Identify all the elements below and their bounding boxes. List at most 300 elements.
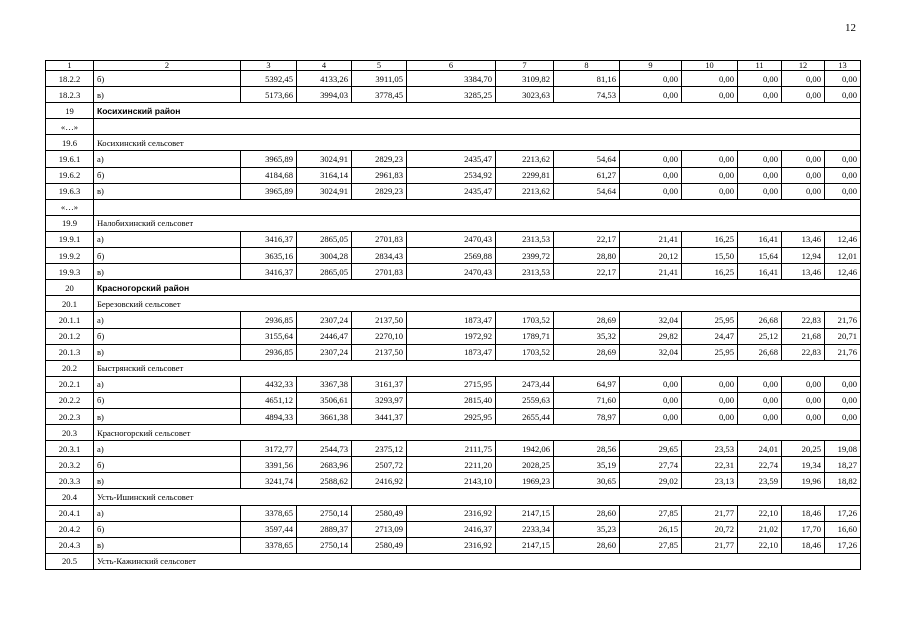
value-cell: 0,00	[825, 392, 861, 408]
value-cell: 28,60	[554, 537, 620, 553]
value-cell: 54,64	[554, 183, 620, 199]
row-code-cell: 19.9.3	[46, 264, 94, 280]
row-code-cell: 20.3.1	[46, 441, 94, 457]
value-cell: 16,25	[682, 264, 738, 280]
value-cell: 32,04	[620, 344, 682, 360]
row-code-cell: 20.2.1	[46, 376, 94, 392]
row-code-cell: 20.2.2	[46, 392, 94, 408]
value-cell: 0,00	[825, 408, 861, 424]
value-cell: 22,31	[682, 457, 738, 473]
value-cell: 21,68	[782, 328, 825, 344]
value-cell: 0,00	[782, 392, 825, 408]
value-cell: 2829,23	[352, 183, 407, 199]
value-cell: 30,65	[554, 473, 620, 489]
row-code-cell: 20.4.1	[46, 505, 94, 521]
value-cell: 3367,38	[297, 376, 352, 392]
table-row	[46, 376, 861, 392]
row-subitem-cell: в)	[94, 473, 241, 489]
table-row	[46, 87, 861, 103]
settlement-name-cell: Березовский сельсовет	[94, 296, 861, 312]
value-cell: 3172,77	[241, 441, 297, 457]
table-row	[46, 441, 861, 457]
value-cell: 2559,63	[496, 392, 554, 408]
value-cell: 2416,37	[407, 521, 496, 537]
value-cell: 3004,28	[297, 248, 352, 264]
value-cell: 2137,50	[352, 344, 407, 360]
value-cell: 0,00	[738, 167, 782, 183]
value-cell: 3778,45	[352, 87, 407, 103]
value-cell: 0,00	[620, 151, 682, 167]
value-cell: 0,00	[738, 87, 782, 103]
value-cell: 61,27	[554, 167, 620, 183]
value-cell: 0,00	[738, 408, 782, 424]
value-cell: 74,53	[554, 87, 620, 103]
value-cell: 22,74	[738, 457, 782, 473]
table-row	[46, 537, 861, 553]
value-cell: 0,00	[738, 183, 782, 199]
value-cell: 1789,71	[496, 328, 554, 344]
value-cell: 2147,15	[496, 537, 554, 553]
settlement-row	[46, 425, 861, 441]
omission-cell: «…»	[46, 199, 94, 215]
value-cell: 3416,37	[241, 231, 297, 247]
value-cell: 0,00	[825, 151, 861, 167]
value-cell: 2435,47	[407, 151, 496, 167]
value-cell: 3293,97	[352, 392, 407, 408]
value-cell: 0,00	[782, 408, 825, 424]
row-subitem-cell: б)	[94, 248, 241, 264]
value-cell: 3378,65	[241, 537, 297, 553]
column-number-cell: 12	[782, 61, 825, 71]
value-cell: 2213,62	[496, 151, 554, 167]
value-cell: 1703,52	[496, 312, 554, 328]
district-row	[46, 280, 861, 296]
value-cell: 3994,03	[297, 87, 352, 103]
value-cell: 0,00	[620, 71, 682, 87]
column-number-cell: 9	[620, 61, 682, 71]
value-cell: 3391,56	[241, 457, 297, 473]
value-cell: 26,15	[620, 521, 682, 537]
value-cell: 2299,81	[496, 167, 554, 183]
value-cell: 2865,05	[297, 264, 352, 280]
row-code-cell: 20.4.2	[46, 521, 94, 537]
value-cell: 19,34	[782, 457, 825, 473]
value-cell: 4651,12	[241, 392, 297, 408]
value-cell: 2655,44	[496, 408, 554, 424]
value-cell: 26,68	[738, 344, 782, 360]
value-cell: 29,02	[620, 473, 682, 489]
value-cell: 21,76	[825, 344, 861, 360]
value-cell: 0,00	[682, 151, 738, 167]
value-cell: 12,01	[825, 248, 861, 264]
value-cell: 2137,50	[352, 312, 407, 328]
value-cell: 2569,88	[407, 248, 496, 264]
value-cell: 21,77	[682, 505, 738, 521]
value-cell: 19,08	[825, 441, 861, 457]
column-number-cell: 7	[496, 61, 554, 71]
value-cell: 21,02	[738, 521, 782, 537]
row-subitem-cell: в)	[94, 183, 241, 199]
value-cell: 19,96	[782, 473, 825, 489]
value-cell: 12,46	[825, 264, 861, 280]
value-cell: 28,69	[554, 344, 620, 360]
value-cell: 0,00	[682, 376, 738, 392]
column-number-cell: 5	[352, 61, 407, 71]
value-cell: 2316,92	[407, 537, 496, 553]
value-cell: 2470,43	[407, 231, 496, 247]
table-row	[46, 473, 861, 489]
value-cell: 22,83	[782, 344, 825, 360]
table-row	[46, 328, 861, 344]
value-cell: 3911,05	[352, 71, 407, 87]
value-cell: 0,00	[620, 392, 682, 408]
empty-cell	[94, 199, 861, 215]
value-cell: 15,50	[682, 248, 738, 264]
table-row	[46, 392, 861, 408]
row-subitem-cell: в)	[94, 408, 241, 424]
row-subitem-cell: б)	[94, 457, 241, 473]
row-code-cell: 20.5	[46, 553, 94, 569]
row-subitem-cell: а)	[94, 376, 241, 392]
value-cell: 1873,47	[407, 344, 496, 360]
value-cell: 25,95	[682, 344, 738, 360]
value-cell: 15,64	[738, 248, 782, 264]
value-cell: 0,00	[620, 408, 682, 424]
column-number-cell: 10	[682, 61, 738, 71]
value-cell: 0,00	[782, 71, 825, 87]
row-code-cell: 19	[46, 103, 94, 119]
value-cell: 4894,33	[241, 408, 297, 424]
table-row	[46, 71, 861, 87]
value-cell: 18,82	[825, 473, 861, 489]
value-cell: 3965,89	[241, 151, 297, 167]
value-cell: 0,00	[620, 167, 682, 183]
table-row	[46, 151, 861, 167]
value-cell: 16,41	[738, 264, 782, 280]
column-number-cell: 3	[241, 61, 297, 71]
row-code-cell: 20.1.2	[46, 328, 94, 344]
value-cell: 2307,24	[297, 312, 352, 328]
value-cell: 17,26	[825, 537, 861, 553]
value-cell: 28,60	[554, 505, 620, 521]
value-cell: 2936,85	[241, 312, 297, 328]
row-subitem-cell: в)	[94, 537, 241, 553]
value-cell: 3635,16	[241, 248, 297, 264]
value-cell: 3416,37	[241, 264, 297, 280]
value-cell: 1942,06	[496, 441, 554, 457]
value-cell: 17,26	[825, 505, 861, 521]
value-cell: 0,00	[682, 183, 738, 199]
row-subitem-cell: б)	[94, 71, 241, 87]
value-cell: 54,64	[554, 151, 620, 167]
value-cell: 2316,92	[407, 505, 496, 521]
value-cell: 18,46	[782, 537, 825, 553]
settlement-row	[46, 489, 861, 505]
value-cell: 64,97	[554, 376, 620, 392]
row-code-cell: 20	[46, 280, 94, 296]
value-cell: 2925,95	[407, 408, 496, 424]
value-cell: 2588,62	[297, 473, 352, 489]
column-number-cell: 11	[738, 61, 782, 71]
row-subitem-cell: в)	[94, 344, 241, 360]
row-subitem-cell: а)	[94, 151, 241, 167]
value-cell: 2313,53	[496, 264, 554, 280]
value-cell: 18,46	[782, 505, 825, 521]
value-cell: 27,74	[620, 457, 682, 473]
value-cell: 0,00	[620, 87, 682, 103]
row-code-cell: 20.1.1	[46, 312, 94, 328]
value-cell: 0,00	[825, 183, 861, 199]
value-cell: 2936,85	[241, 344, 297, 360]
value-cell: 16,60	[825, 521, 861, 537]
value-cell: 1969,23	[496, 473, 554, 489]
value-cell: 1972,92	[407, 328, 496, 344]
row-subitem-cell: в)	[94, 87, 241, 103]
row-subitem-cell: а)	[94, 505, 241, 521]
value-cell: 29,82	[620, 328, 682, 344]
value-cell: 0,00	[738, 71, 782, 87]
value-cell: 2435,47	[407, 183, 496, 199]
value-cell: 2713,09	[352, 521, 407, 537]
omission-row	[46, 119, 861, 135]
row-subitem-cell: б)	[94, 392, 241, 408]
value-cell: 28,80	[554, 248, 620, 264]
value-cell: 2233,34	[496, 521, 554, 537]
value-cell: 27,85	[620, 505, 682, 521]
value-cell: 2750,14	[297, 505, 352, 521]
value-cell: 4432,33	[241, 376, 297, 392]
value-cell: 16,25	[682, 231, 738, 247]
row-subitem-cell: б)	[94, 328, 241, 344]
value-cell: 3024,91	[297, 151, 352, 167]
row-code-cell: 19.6.2	[46, 167, 94, 183]
column-number-cell: 6	[407, 61, 496, 71]
settlement-row	[46, 135, 861, 151]
value-cell: 2865,05	[297, 231, 352, 247]
value-cell: 21,77	[682, 537, 738, 553]
page-number: 12	[845, 22, 856, 34]
value-cell: 3506,61	[297, 392, 352, 408]
row-code-cell: 20.3.2	[46, 457, 94, 473]
settlement-row	[46, 296, 861, 312]
row-subitem-cell: б)	[94, 521, 241, 537]
tariff-table	[45, 60, 861, 570]
value-cell: 3109,82	[496, 71, 554, 87]
value-cell: 2416,92	[352, 473, 407, 489]
value-cell: 71,60	[554, 392, 620, 408]
value-cell: 3024,91	[297, 183, 352, 199]
value-cell: 3661,38	[297, 408, 352, 424]
table-row	[46, 312, 861, 328]
value-cell: 2307,24	[297, 344, 352, 360]
value-cell: 0,00	[738, 392, 782, 408]
value-cell: 13,46	[782, 264, 825, 280]
value-cell: 0,00	[620, 376, 682, 392]
row-code-cell: 19.9.2	[46, 248, 94, 264]
row-code-cell: 20.3	[46, 425, 94, 441]
settlement-name-cell: Косихинский сельсовет	[94, 135, 861, 151]
settlement-name-cell: Усть-Кажинский сельсовет	[94, 553, 861, 569]
row-subitem-cell: а)	[94, 441, 241, 457]
value-cell: 2715,95	[407, 376, 496, 392]
value-cell: 0,00	[782, 183, 825, 199]
column-number-row	[46, 61, 861, 71]
value-cell: 4184,68	[241, 167, 297, 183]
table-row	[46, 521, 861, 537]
value-cell: 2270,10	[352, 328, 407, 344]
value-cell: 0,00	[782, 151, 825, 167]
value-cell: 22,10	[738, 505, 782, 521]
value-cell: 2470,43	[407, 264, 496, 280]
value-cell: 13,46	[782, 231, 825, 247]
row-code-cell: 18.2.2	[46, 71, 94, 87]
value-cell: 22,83	[782, 312, 825, 328]
value-cell: 24,01	[738, 441, 782, 457]
row-code-cell: 20.3.3	[46, 473, 94, 489]
value-cell: 3378,65	[241, 505, 297, 521]
value-cell: 32,04	[620, 312, 682, 328]
value-cell: 3965,89	[241, 183, 297, 199]
omission-row	[46, 199, 861, 215]
value-cell: 18,27	[825, 457, 861, 473]
value-cell: 23,13	[682, 473, 738, 489]
table-row	[46, 167, 861, 183]
value-cell: 28,69	[554, 312, 620, 328]
value-cell: 2544,73	[297, 441, 352, 457]
value-cell: 0,00	[825, 87, 861, 103]
district-name-cell: Красногорский район	[94, 280, 861, 296]
value-cell: 35,32	[554, 328, 620, 344]
value-cell: 2961,83	[352, 167, 407, 183]
value-cell: 20,72	[682, 521, 738, 537]
table-body	[46, 61, 861, 570]
value-cell: 27,85	[620, 537, 682, 553]
value-cell: 2473,44	[496, 376, 554, 392]
value-cell: 4133,26	[297, 71, 352, 87]
value-cell: 2683,96	[297, 457, 352, 473]
value-cell: 26,68	[738, 312, 782, 328]
value-cell: 2701,83	[352, 264, 407, 280]
value-cell: 17,70	[782, 521, 825, 537]
row-code-cell: 20.2.3	[46, 408, 94, 424]
row-code-cell: 20.4	[46, 489, 94, 505]
value-cell: 12,94	[782, 248, 825, 264]
value-cell: 0,00	[738, 151, 782, 167]
column-number-cell: 13	[825, 61, 861, 71]
value-cell: 3597,44	[241, 521, 297, 537]
value-cell: 2211,20	[407, 457, 496, 473]
value-cell: 3164,14	[297, 167, 352, 183]
value-cell: 22,10	[738, 537, 782, 553]
value-cell: 2399,72	[496, 248, 554, 264]
value-cell: 25,95	[682, 312, 738, 328]
value-cell: 3161,37	[352, 376, 407, 392]
value-cell: 16,41	[738, 231, 782, 247]
row-code-cell: 19.9	[46, 215, 94, 231]
value-cell: 20,71	[825, 328, 861, 344]
value-cell: 28,56	[554, 441, 620, 457]
table-row	[46, 231, 861, 247]
value-cell: 0,00	[682, 392, 738, 408]
value-cell: 0,00	[620, 183, 682, 199]
value-cell: 2580,49	[352, 537, 407, 553]
value-cell: 3441,37	[352, 408, 407, 424]
value-cell: 81,16	[554, 71, 620, 87]
value-cell: 2834,43	[352, 248, 407, 264]
value-cell: 2028,25	[496, 457, 554, 473]
value-cell: 2143,10	[407, 473, 496, 489]
value-cell: 20,12	[620, 248, 682, 264]
value-cell: 0,00	[782, 376, 825, 392]
column-number-cell: 1	[46, 61, 94, 71]
value-cell: 3384,70	[407, 71, 496, 87]
value-cell: 23,53	[682, 441, 738, 457]
settlement-name-cell: Быстрянский сельсовет	[94, 360, 861, 376]
value-cell: 0,00	[682, 71, 738, 87]
value-cell: 25,12	[738, 328, 782, 344]
settlement-name-cell: Красногорский сельсовет	[94, 425, 861, 441]
settlement-row	[46, 215, 861, 231]
district-name-cell: Косихинский район	[94, 103, 861, 119]
settlement-name-cell: Усть-Ишинский сельсовет	[94, 489, 861, 505]
value-cell: 2446,47	[297, 328, 352, 344]
value-cell: 3241,74	[241, 473, 297, 489]
value-cell: 0,00	[738, 376, 782, 392]
row-code-cell: 19.6	[46, 135, 94, 151]
value-cell: 23,59	[738, 473, 782, 489]
value-cell: 2750,14	[297, 537, 352, 553]
value-cell: 5173,66	[241, 87, 297, 103]
value-cell: 2829,23	[352, 151, 407, 167]
value-cell: 2580,49	[352, 505, 407, 521]
value-cell: 2815,40	[407, 392, 496, 408]
table-row	[46, 248, 861, 264]
table-row	[46, 408, 861, 424]
value-cell: 24,47	[682, 328, 738, 344]
value-cell: 1873,47	[407, 312, 496, 328]
table-row	[46, 505, 861, 521]
value-cell: 21,41	[620, 264, 682, 280]
omission-cell: «…»	[46, 119, 94, 135]
column-number-cell: 4	[297, 61, 352, 71]
row-code-cell: 19.9.1	[46, 231, 94, 247]
row-subitem-cell: б)	[94, 167, 241, 183]
column-number-cell: 8	[554, 61, 620, 71]
value-cell: 3285,25	[407, 87, 496, 103]
value-cell: 35,23	[554, 521, 620, 537]
value-cell: 1703,52	[496, 344, 554, 360]
value-cell: 29,65	[620, 441, 682, 457]
value-cell: 0,00	[782, 167, 825, 183]
row-subitem-cell: а)	[94, 312, 241, 328]
value-cell: 0,00	[825, 71, 861, 87]
value-cell: 2213,62	[496, 183, 554, 199]
value-cell: 0,00	[782, 87, 825, 103]
row-code-cell: 20.4.3	[46, 537, 94, 553]
value-cell: 22,17	[554, 231, 620, 247]
value-cell: 21,76	[825, 312, 861, 328]
row-subitem-cell: в)	[94, 264, 241, 280]
table-row	[46, 183, 861, 199]
empty-cell	[94, 119, 861, 135]
settlement-name-cell: Налобихинский сельсовет	[94, 215, 861, 231]
table-row	[46, 344, 861, 360]
value-cell: 2534,92	[407, 167, 496, 183]
column-number-cell: 2	[94, 61, 241, 71]
value-cell: 2507,72	[352, 457, 407, 473]
settlement-row	[46, 553, 861, 569]
row-code-cell: 20.2	[46, 360, 94, 376]
